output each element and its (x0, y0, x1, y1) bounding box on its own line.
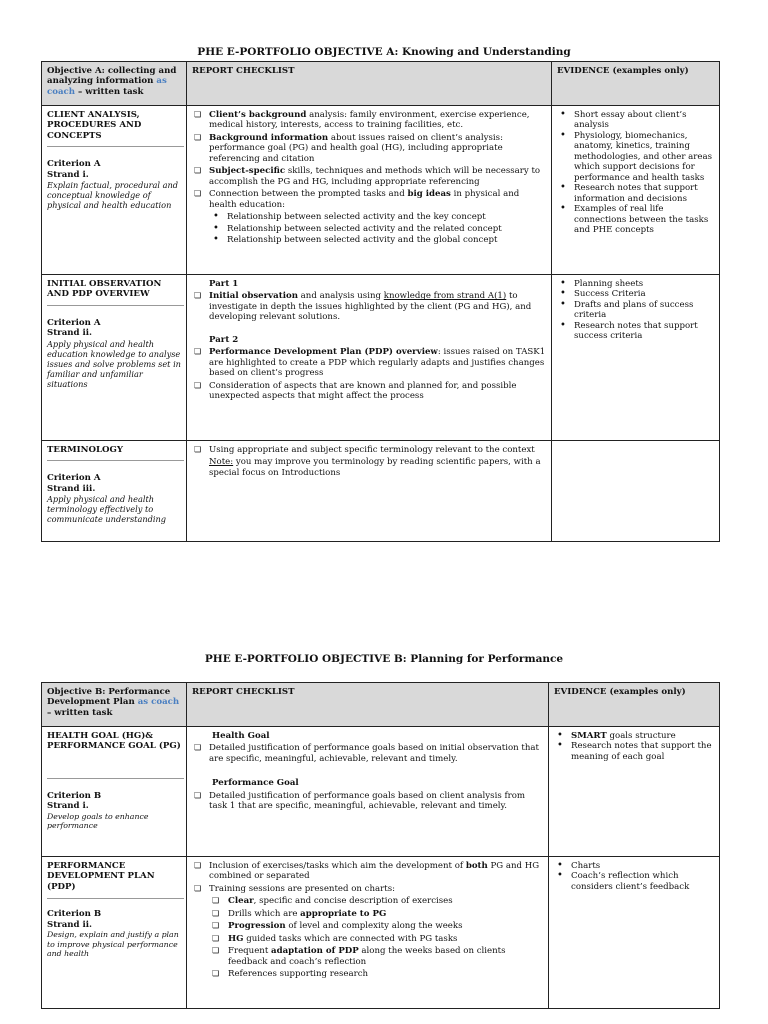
evidence-header-cell: EVIDENCE (examples only) (549, 683, 720, 727)
sub-checklist-item: ❏ Drills which are appropriate to PG (192, 909, 544, 919)
sub-checklist-item: ❏ HG guided tasks which are connected with PG tasks (192, 934, 544, 944)
table-header-row (42, 62, 720, 106)
sub-checklist-item: ❏ Clear, specific and concise description of exercises (192, 896, 544, 906)
evidence-cell (552, 441, 720, 542)
section-title: HEALTH GOAL (HG)& PERFORMANCE GOAL (PG) (47, 731, 184, 779)
evidence-item: • Planning sheets (557, 279, 715, 289)
section-title: CLIENT ANALYSIS, PROCEDURES AND CONCEPTS (47, 110, 184, 147)
criterion-description: Develop goals to enhance performance (47, 811, 149, 831)
sub-bullet: • Relationship between selected activity and the key concept (192, 212, 547, 222)
section-title: INITIAL OBSERVATION AND PDP OVERVIEW (47, 279, 184, 306)
checklist-item: ❏ Connection between the prompted tasks and big ideas in physical and health education: (192, 189, 547, 210)
objective-b-title: PHE E-PORTFOLIO OBJECTIVE B: Planning for Performance (204, 653, 564, 665)
checklist-cell (187, 857, 549, 1009)
goal-heading: Health Goal (212, 731, 270, 741)
evidence-item: • Charts (554, 861, 715, 871)
evidence-header-cell: EVIDENCE (examples only) (552, 62, 720, 106)
strand-label: Strand ii. (47, 328, 93, 339)
evidence-item: • Research notes that support information and decisions (557, 183, 715, 204)
evidence-item: • Research notes that support the meaning of each goal (554, 741, 715, 762)
checklist-item: ❏ Background information about issues raised on client’s analysis: performance goal (PG) and health goal (HG), including appropriate referencing and citation (192, 133, 547, 164)
checklist-header-cell: REPORT CHECKLIST (187, 62, 552, 106)
evidence-item: • SMART goals structure (554, 731, 715, 741)
evidence-item: • Short essay about client’s analysis (557, 110, 715, 131)
evidence-item: • Coach’s reflection which considers client’s feedback (554, 871, 715, 892)
objective-b-table (41, 682, 720, 1009)
table-row (42, 441, 720, 542)
objective-a-title: PHE E-PORTFOLIO OBJECTIVE A: Knowing and Understanding (197, 46, 571, 58)
checklist-cell (187, 106, 552, 275)
checklist-item: ❏ Detailed justification of performance goals based on initial observation that are specific, meaningful, achievable, relevant and timely. (192, 743, 544, 764)
sub-checklist-item: ❏ Progression of level and complexity along the weeks (192, 921, 544, 931)
sub-checklist-item: ❏ References supporting research (192, 969, 544, 979)
part-heading: Part 1 (209, 279, 239, 289)
section-cell (42, 857, 187, 1009)
evidence-item: • Examples of real life connections between the tasks and PHE concepts (557, 204, 715, 235)
evidence-item: • Research notes that support success criteria (557, 321, 715, 342)
checklist-header-cell: REPORT CHECKLIST (187, 683, 549, 727)
checklist-item: ❏ Inclusion of exercises/tasks which aim the development of both PG and HG combined or separated (192, 861, 544, 882)
evidence-cell (552, 106, 720, 275)
section-cell (42, 441, 187, 542)
strand-label: Strand i. (47, 801, 89, 812)
section-title: TERMINOLOGY (47, 445, 184, 461)
checklist-item: ❏ Consideration of aspects that are known and planned for, and possible unexpected aspects that might affect the process (192, 381, 547, 402)
criterion-label: Criterion A (47, 159, 101, 170)
checklist-cell (187, 441, 552, 542)
evidence-item: • Drafts and plans of success criteria (557, 300, 715, 321)
criterion-description: Apply physical and health terminology effectively to communicate understanding (47, 494, 166, 525)
checklist-item: ❏ Detailed justification of performance goals based on client analysis from task 1 that are specific, meaningful, achievable, relevant and timely. (192, 791, 544, 812)
section-cell (42, 106, 187, 275)
objective-a-table (41, 61, 720, 542)
table-row (42, 275, 720, 441)
checklist-item: ❏ Client’s background analysis: family environment, exercise experience, medical history, interests, access to training facilities, etc. (192, 110, 547, 131)
strand-label: Strand iii. (47, 483, 96, 494)
criterion-description: Design, explain and justify a plan to improve physical performance and health (47, 930, 179, 959)
table-header-row (42, 683, 720, 727)
checklist-cell (187, 275, 552, 441)
terminology-note: Note: you may improve you terminology by reading scientific papers, with a special focus on Introductions (209, 457, 541, 478)
strand-label: Strand i. (47, 169, 89, 180)
evidence-item: • Success Criteria (557, 289, 715, 299)
checklist-item: ❏ Subject-specific skills, techniques and methods which will be necessary to accomplish the PG and HG, including appropriate referencing (192, 166, 547, 187)
objective-header-cell: Objective B: Performance Development Plan as coach – written task (42, 683, 187, 727)
sub-bullet: • Relationship between selected activity and the global concept (192, 235, 547, 245)
sub-checklist-item: ❏ Frequent adaptation of PDP along the weeks based on clients feedback and coach’s reflection (192, 946, 544, 967)
section-cell (42, 275, 187, 441)
table-row (42, 857, 720, 1009)
criterion-label: Criterion A (47, 317, 101, 328)
evidence-item: • Physiology, biomechanics, anatomy, kinetics, training methodologies, and other areas which support decisions for performance and health tasks (557, 131, 715, 183)
checklist-item: ❏ Performance Development Plan (PDP) overview: issues raised on TASK1 are highlighted to create a PDP which regularly adapts and justifies changes based on client’s progress (192, 347, 547, 378)
evidence-cell (549, 727, 720, 857)
criterion-label: Criterion B (47, 909, 102, 920)
strand-label: Strand ii. (47, 919, 93, 930)
section-title: PERFORMANCE DEVELOPMENT PLAN (PDP) (47, 861, 184, 899)
checklist-item: ❏ Initial observation and analysis using knowledge from strand A(1) to investigate in depth the issues highlighted by the client (PG and HG), and developing relevant solutions. (192, 291, 547, 322)
sub-bullet: • Relationship between selected activity and the related concept (192, 224, 547, 234)
evidence-cell (552, 275, 720, 441)
section-cell (42, 727, 187, 857)
table-row (42, 727, 720, 857)
criterion-description: Apply physical and health education knowledge to analyse issues and solve problems set in familiar and unfamiliar situations (47, 338, 181, 389)
goal-heading: Performance Goal (212, 778, 299, 789)
criterion-label: Criterion B (47, 790, 102, 801)
part-heading: Part 2 (209, 334, 239, 345)
table-row (42, 106, 720, 275)
criterion-description: Explain factual, procedural and conceptual knowledge of physical and health education (47, 180, 179, 211)
objective-header-cell: Objective A: collecting and analyzing information as coach – written task (42, 62, 187, 106)
criterion-label: Criterion A (47, 473, 101, 484)
evidence-cell (549, 857, 720, 1009)
checklist-item: ❏ Training sessions are presented on charts: (192, 884, 544, 894)
checklist-item: ❏ Using appropriate and subject specific terminology relevant to the context (192, 445, 547, 455)
checklist-cell (187, 727, 549, 857)
